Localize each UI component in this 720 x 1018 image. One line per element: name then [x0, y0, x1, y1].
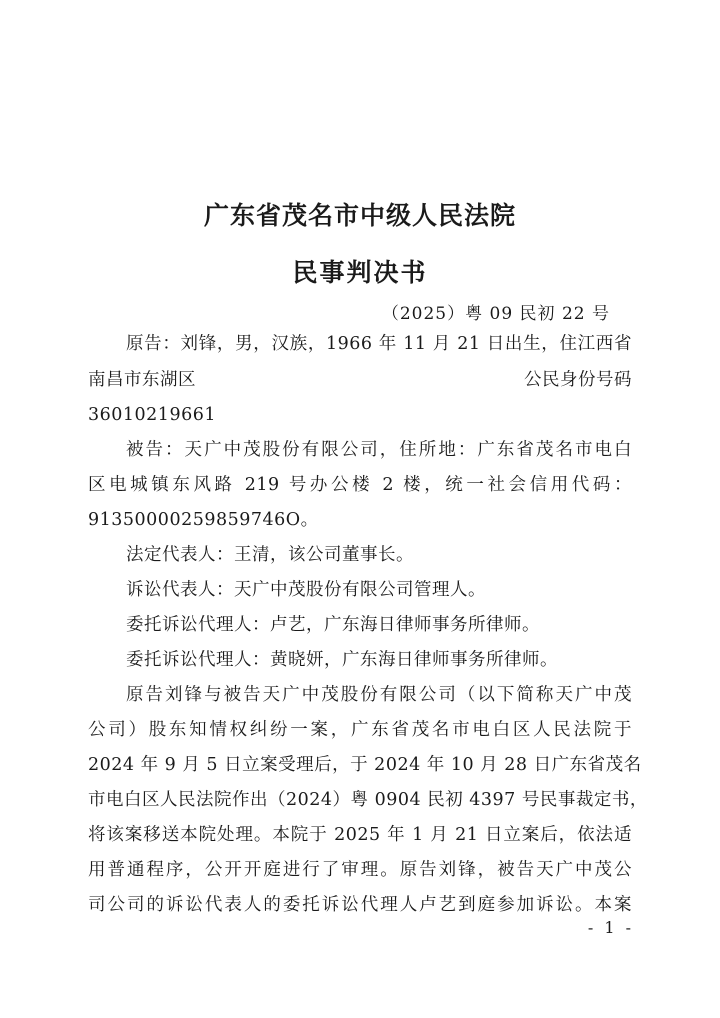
defendant-line-2: 区电城镇东风路 219 号办公楼 2 楼，统一社会信用代码： — [88, 475, 632, 495]
plaintiff-address: 南昌市东湖区 — [88, 370, 196, 390]
defendant-credit-code: 91350000259859746O。 — [88, 510, 319, 530]
page-number: - 1 - — [587, 918, 634, 937]
case-summary-line-2: 公司）股东知情权纠纷一案，广东省茂名市电白区人民法院于 — [88, 720, 632, 740]
case-summary-line-5: 将该案移送本院处理。本院于 2025 年 1 月 21 日立案后，依法适 — [88, 825, 632, 845]
agent-1: 委托诉讼代理人：卢艺，广东海日律师事务所律师。 — [126, 615, 540, 635]
plaintiff-id-number: 36010219661 — [88, 405, 216, 425]
plaintiff-line-1: 原告：刘锋，男，汉族，1966 年 11 月 21 日出生，住江西省 — [126, 334, 632, 354]
id-number-label: 公民身份号码 — [524, 370, 632, 390]
case-summary-line-1: 原告刘锋与被告天广中茂股份有限公司（以下简称天广中茂 — [126, 685, 632, 705]
case-summary-line-4: 市电白区人民法院作出（2024）粤 0904 民初 4397 号民事裁定书， — [88, 790, 648, 810]
case-summary-line-3: 2024 年 9 月 5 日立案受理后，于 2024 年 10 月 28 日广东省茂名 — [88, 755, 642, 775]
defendant-line-1: 被告：天广中茂股份有限公司，住所地：广东省茂名市电白 — [126, 440, 632, 460]
litigation-representative: 诉讼代表人：天广中茂股份有限公司管理人。 — [126, 580, 486, 600]
case-summary-line-6: 用普通程序，公开开庭进行了审理。原告刘锋，被告天广中茂公 — [88, 860, 632, 880]
plaintiff-line-2 — [88, 369, 632, 391]
case-summary-line-7: 司公司的诉讼代表人的委托诉讼代理人卢艺到庭参加诉讼。本案 — [88, 895, 632, 915]
legal-representative: 法定代表人：王清，该公司董事长。 — [126, 545, 414, 565]
court-name-heading: 广东省茂名市中级人民法院 — [203, 201, 516, 230]
case-number: （2025）粤 09 民初 22 号 — [381, 304, 610, 324]
document-type-heading: 民事判决书 — [292, 258, 428, 287]
agent-2: 委托诉讼代理人：黄晓妍，广东海日律师事务所律师。 — [126, 650, 558, 670]
